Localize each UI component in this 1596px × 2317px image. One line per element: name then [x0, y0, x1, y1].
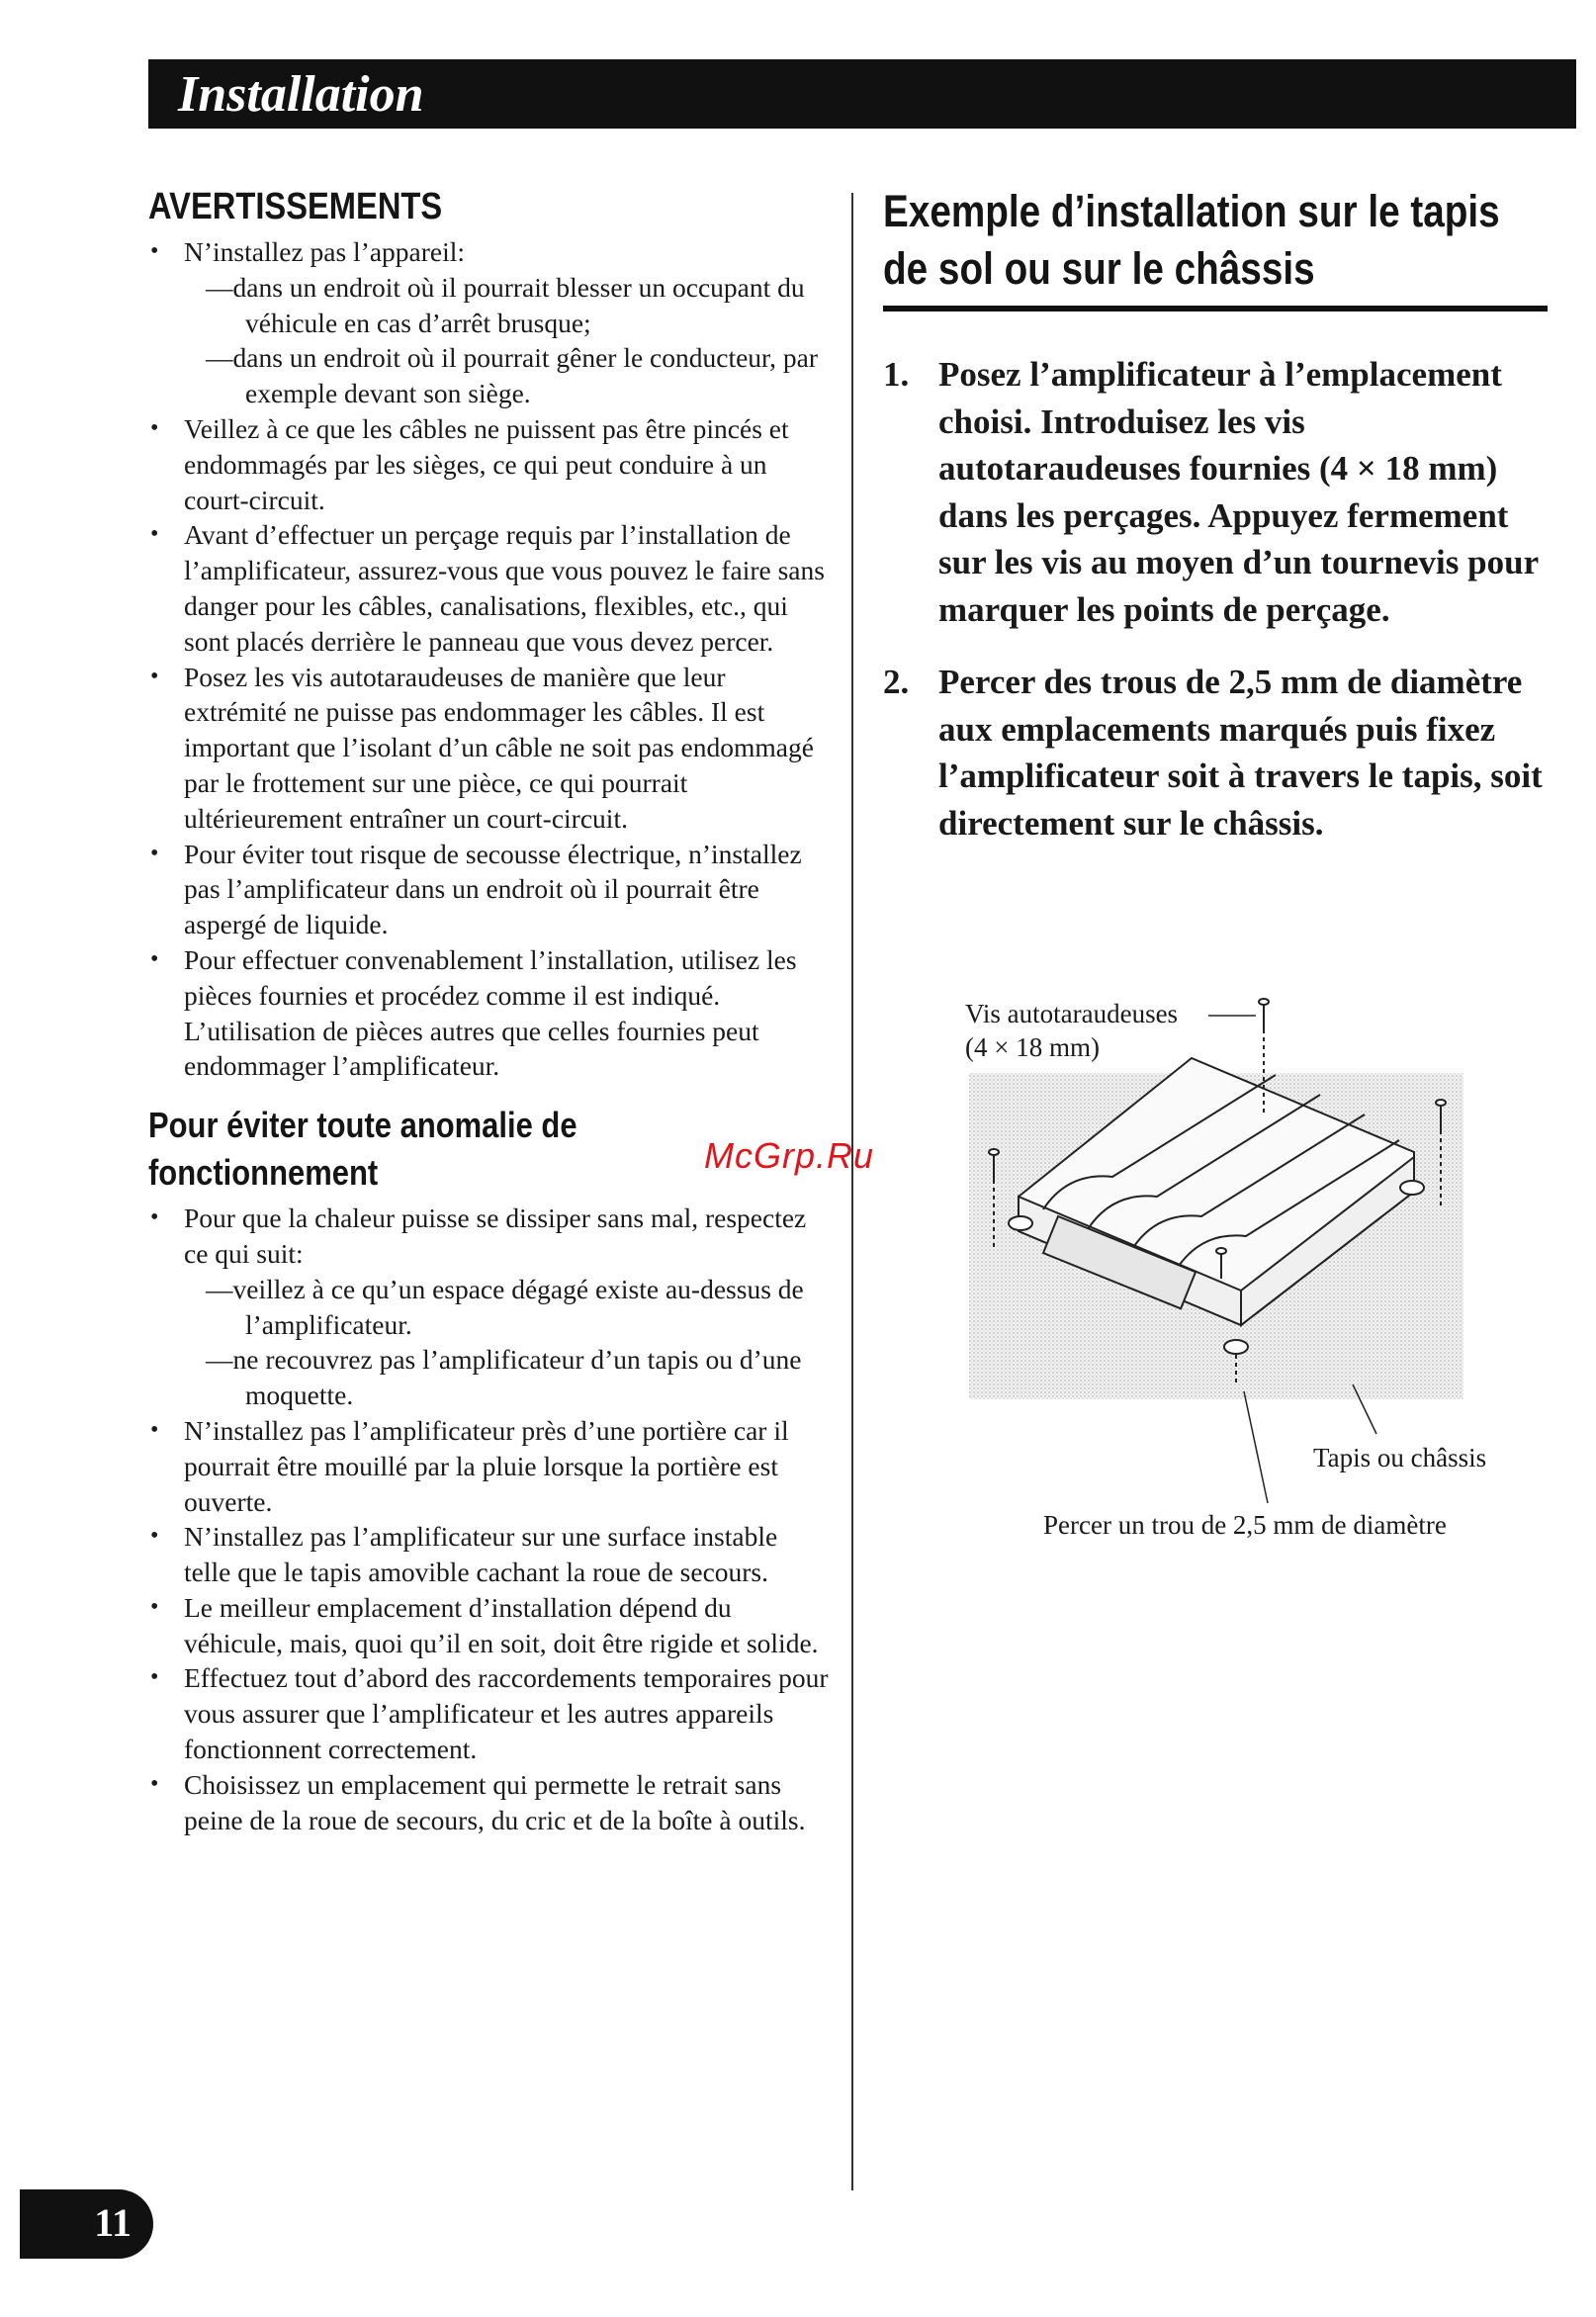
example-heading-line1: Exemple d’installation sur le tapis — [883, 186, 1500, 236]
list-item: • Effectuez tout d’abord des raccordements temporaires pour vous assurer que l’amplificateur et les autres appareils fonctionnent correctement. — [148, 1660, 831, 1766]
step-number: 2. — [883, 663, 910, 701]
malfunction-subitem: —ne recouvrez pas l’amplificateur d’un tapis ou d’une moquette. — [206, 1344, 802, 1411]
step-text: Posez l’amplificateur à l’emplacement choisi. Introduisez les vis autotaraudeuses fournies (4 × 18 mm) dans les perçages. Appuyez fermement sur les vis au moyen d’un tournevis pour marquer les points de perçage. — [938, 355, 1539, 629]
malfunction-list — [148, 1201, 831, 1837]
example-heading-line2: de sol ou sur le châssis — [883, 243, 1315, 294]
screw-icon — [1259, 999, 1269, 1029]
list-item — [148, 1201, 831, 1413]
example-heading — [883, 183, 1548, 312]
section-header-bar — [148, 59, 1576, 129]
list-item: • Choisissez un emplacement qui permette le retrait sans peine de la roue de secours, du cric et de la boîte à outils. — [148, 1767, 831, 1838]
list-item: • N’installez pas l’amplificateur sur une surface instable telle que le tapis amovible cachant la roue de secours. — [148, 1519, 831, 1590]
step-text: Percer des trous de 2,5 mm de diamètre aux emplacements marqués puis fixez l’amplificateur soit à travers le tapis, soit directement sur le châssis. — [938, 663, 1543, 843]
step-number: 1. — [883, 355, 910, 394]
left-column — [148, 183, 831, 1837]
warning-text: N’installez pas l’appareil: — [184, 236, 466, 267]
malfunction-subitem: —veillez à ce qu’un espace dégagé existe au-dessus de l’amplificateur. — [206, 1273, 804, 1340]
section-title: Installation — [178, 66, 424, 123]
label-screws-line2: (4 × 18 mm) — [965, 1032, 1100, 1062]
page-number-badge — [20, 2189, 153, 2259]
watermark: McGrp.Ru — [704, 1135, 875, 1176]
list-item: • Avant d’effectuer un perçage requis par l’installation de l’amplificateur, assurez-vous que vous pouvez le faire sans danger pour les câbles, canalisations, flexibles, etc., qui sont placés derrière le panneau que vous devez percer. — [148, 517, 831, 659]
list-item: • N’installez pas l’amplificateur près d’une portière car il pourrait être mouillé par la pluie lorsque la portière est ouverte. — [148, 1413, 831, 1519]
warning-subitem: —dans un endroit où il pourrait blesser un occupant du véhicule en cas d’arrêt brusque; — [206, 271, 805, 338]
warnings-list — [148, 234, 831, 1084]
list-item: • Le meilleur emplacement d’installation dépend du véhicule, mais, quoi qu’il en soit, doit être rigide et solide. — [148, 1590, 831, 1661]
malfunction-text: Pour que la chaleur puisse se dissiper sans mal, respectez ce qui suit: — [184, 1203, 807, 1269]
list-item: • Pour éviter tout risque de secousse électrique, n’installez pas l’amplificateur dans un endroit où il pourrait être aspergé de liquide. — [148, 837, 831, 942]
list-item: • Veillez à ce que les câbles ne puissent pas être pincés et endommagés par les sièges, ce qui peut conduire à un court-circuit. — [148, 411, 831, 517]
malfunction-heading-line1: Pour éviter toute anomalie de — [148, 1105, 577, 1146]
warnings-heading: AVERTISSEMENTS — [148, 186, 443, 227]
list-item: • Posez les vis autotaraudeuses de manière que leur extrémité ne puisse pas endommager les câbles. Il est important que l’isolant d’un câble ne soit pas endommagé par le frottement sur une pièce, ce qui pourrait ultérieurement entraîner un court-circuit. — [148, 660, 831, 837]
malfunction-heading-line2: fonctionnement — [148, 1152, 379, 1194]
leader-line — [1244, 1391, 1268, 1503]
label-drill: Percer un trou de 2,5 mm de diamètre — [1043, 1510, 1447, 1540]
right-column — [883, 183, 1548, 872]
amplifier-illustration — [949, 984, 1543, 1577]
step-item — [883, 659, 1548, 847]
warning-subitem: —dans un endroit où il pourrait gêner le conducteur, par exemple devant son siège. — [206, 342, 818, 409]
label-screws-line1: Vis autotaraudeuses — [965, 999, 1179, 1028]
list-item — [148, 234, 831, 411]
malfunction-heading — [148, 1102, 735, 1197]
column-divider — [851, 193, 853, 2190]
steps-list — [883, 351, 1548, 847]
installation-figure — [949, 984, 1543, 1577]
label-mat: Tapis ou châssis — [1313, 1443, 1487, 1472]
page-number: 11 — [94, 2200, 132, 2245]
step-item — [883, 351, 1548, 633]
list-item: • Pour effectuer convenablement l’installation, utilisez les pièces fournies et procédez comme il est indiqué. L’utilisation de pièces autres que celles fournies peut endommager l’amplificateur. — [148, 942, 831, 1084]
